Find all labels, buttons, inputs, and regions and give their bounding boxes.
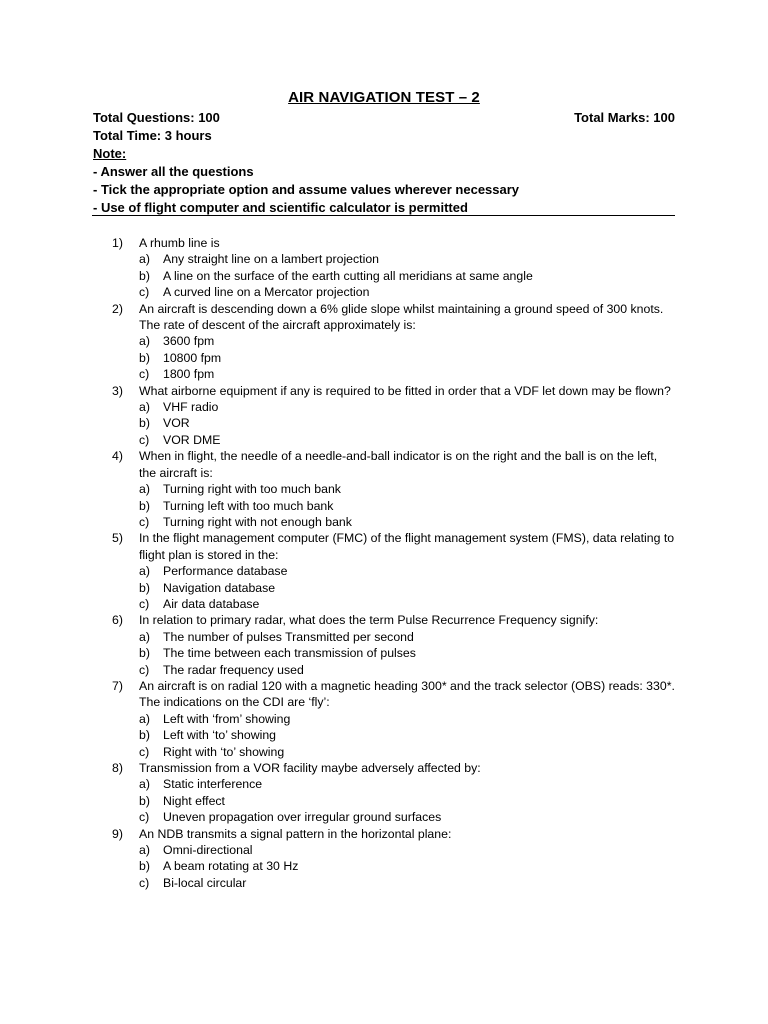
option-label: a)	[139, 711, 150, 726]
question-text: An aircraft is descending down a 6% glide slope whilst maintaining a ground speed of 300 knots. The rate of descent of the aircraft approximately is:	[139, 301, 664, 333]
option-text: Uneven propagation over irregular ground surfaces	[163, 810, 442, 825]
option-text: The radar frequency used	[163, 662, 304, 677]
question-text: An NDB transmits a signal pattern in the horizontal plane:	[139, 826, 452, 841]
question	[112, 301, 677, 334]
option-text: A curved line on a Mercator projection	[163, 285, 370, 300]
total-questions: Total Questions: 100	[93, 110, 220, 125]
answer-option	[112, 481, 677, 497]
answer-option	[112, 842, 677, 858]
question-number: 8)	[112, 761, 123, 775]
answer-option	[112, 629, 677, 645]
option-label: a)	[139, 252, 150, 267]
question	[112, 678, 677, 711]
answer-option	[112, 776, 677, 792]
note-item: - Answer all the questions	[93, 164, 254, 179]
answer-option	[112, 350, 677, 366]
question-list	[112, 235, 677, 891]
option-text: Left with ‘from’ showing	[163, 711, 291, 726]
option-text: VOR	[163, 416, 190, 431]
option-label: a)	[139, 482, 150, 497]
option-text: Bi-local circular	[163, 875, 247, 890]
question-number: 9)	[112, 826, 123, 841]
option-label: b)	[139, 268, 150, 283]
option-text: VHF radio	[163, 400, 219, 415]
option-text: Navigation database	[163, 580, 276, 595]
answer-option	[112, 514, 677, 530]
total-marks: Total Marks: 100	[574, 110, 675, 125]
option-label: b)	[139, 646, 150, 661]
option-text: The time between each transmission of pulses	[163, 646, 416, 661]
answer-option	[112, 399, 677, 415]
option-label: c)	[139, 285, 150, 300]
question	[112, 383, 677, 399]
answer-option	[112, 432, 677, 448]
question-number: 6)	[112, 613, 123, 628]
option-text: The number of pulses Transmitted per second	[163, 629, 414, 644]
answer-option	[112, 645, 677, 661]
question-text: In relation to primary radar, what does the term Pulse Recurrence Frequency signify:	[139, 613, 599, 628]
option-text: 1800 fpm	[163, 367, 215, 382]
answer-option	[112, 563, 677, 579]
option-text: Air data database	[163, 596, 260, 611]
option-label: a)	[139, 400, 150, 415]
option-text: Any straight line on a lambert projection	[163, 252, 379, 267]
question-text: What airborne equipment if any is required to be fitted in order that a VDF let down may be flown?	[139, 383, 671, 398]
question-text: In the flight management computer (FMC) of the flight management system (FMS), data relating to flight plan is stored in the:	[139, 531, 675, 562]
answer-option	[112, 366, 677, 382]
answer-option	[112, 333, 677, 349]
question-text: Transmission from a VOR facility maybe adversely affected by:	[139, 761, 481, 775]
question	[112, 448, 677, 481]
answer-option	[112, 711, 677, 727]
question	[112, 760, 677, 776]
question-number: 4)	[112, 449, 123, 464]
question-number: 3)	[112, 383, 123, 398]
question	[112, 612, 677, 628]
option-label: b)	[139, 350, 150, 365]
answer-option	[112, 727, 677, 743]
answer-option	[112, 875, 677, 891]
question	[112, 235, 677, 251]
option-label: b)	[139, 728, 150, 743]
option-text: Static interference	[163, 777, 263, 792]
test-title: AIR NAVIGATION TEST – 2	[288, 89, 480, 106]
header-divider	[92, 215, 675, 216]
option-text: A beam rotating at 30 Hz	[163, 859, 299, 874]
option-label: a)	[139, 843, 150, 858]
option-text: Turning right with not enough bank	[163, 514, 352, 529]
option-text: Night effect	[163, 793, 225, 808]
total-time: Total Time: 3 hours	[93, 128, 212, 143]
answer-option	[112, 415, 677, 431]
option-label: a)	[139, 629, 150, 644]
option-label: a)	[139, 777, 150, 792]
option-label: c)	[139, 514, 150, 529]
option-label: c)	[139, 744, 150, 759]
option-text: Right with ‘to’ showing	[163, 744, 285, 759]
option-label: b)	[139, 580, 150, 595]
answer-option	[112, 596, 677, 612]
answer-option	[112, 580, 677, 596]
question	[112, 530, 677, 563]
option-text: Turning right with too much bank	[163, 482, 341, 497]
answer-option	[112, 744, 677, 760]
option-label: b)	[139, 859, 150, 874]
test-header	[93, 109, 675, 217]
option-label: b)	[139, 416, 150, 431]
option-text: 10800 fpm	[163, 350, 222, 365]
question	[112, 826, 677, 842]
answer-option	[112, 809, 677, 825]
question-number: 7)	[112, 678, 123, 693]
question-number: 1)	[112, 236, 123, 250]
answer-option	[112, 858, 677, 874]
answer-option	[112, 268, 677, 284]
option-label: c)	[139, 662, 150, 677]
option-text: A line on the surface of the earth cutting all meridians at same angle	[163, 268, 533, 283]
option-text: VOR DME	[163, 432, 221, 447]
option-text: Left with ‘to’ showing	[163, 728, 277, 743]
option-label: c)	[139, 596, 150, 611]
option-label: c)	[139, 367, 150, 382]
note-item: - Tick the appropriate option and assume values wherever necessary	[93, 182, 520, 197]
option-label: c)	[139, 875, 150, 890]
answer-option	[112, 284, 677, 300]
question-number: 5)	[112, 531, 123, 546]
note-label: Note:	[93, 146, 127, 161]
header-row-totals	[93, 109, 675, 127]
option-label: a)	[139, 334, 150, 349]
option-text: Turning left with too much bank	[163, 498, 334, 513]
option-text: 3600 fpm	[163, 334, 215, 349]
option-label: c)	[139, 810, 150, 825]
option-label: b)	[139, 793, 150, 808]
note-item: - Use of flight computer and scientific calculator is permitted	[93, 200, 468, 215]
answer-option	[112, 793, 677, 809]
question-text: When in flight, the needle of a needle-and-ball indicator is on the right and the ball is on the left, the aircraft is:	[139, 449, 658, 480]
answer-option	[112, 498, 677, 514]
option-label: a)	[139, 564, 150, 579]
answer-option	[112, 662, 677, 678]
question-text: A rhumb line is	[139, 236, 220, 250]
answer-option	[112, 251, 677, 267]
option-label: c)	[139, 432, 150, 447]
question-text: An aircraft is on radial 120 with a magnetic heading 300* and the track selector (OBS) reads: 330*. The indications on the CDI are ‘fly’:	[139, 678, 675, 710]
option-label: b)	[139, 498, 150, 513]
question-number: 2)	[112, 301, 123, 316]
option-text: Omni-directional	[163, 843, 253, 858]
option-text: Performance database	[163, 564, 288, 579]
